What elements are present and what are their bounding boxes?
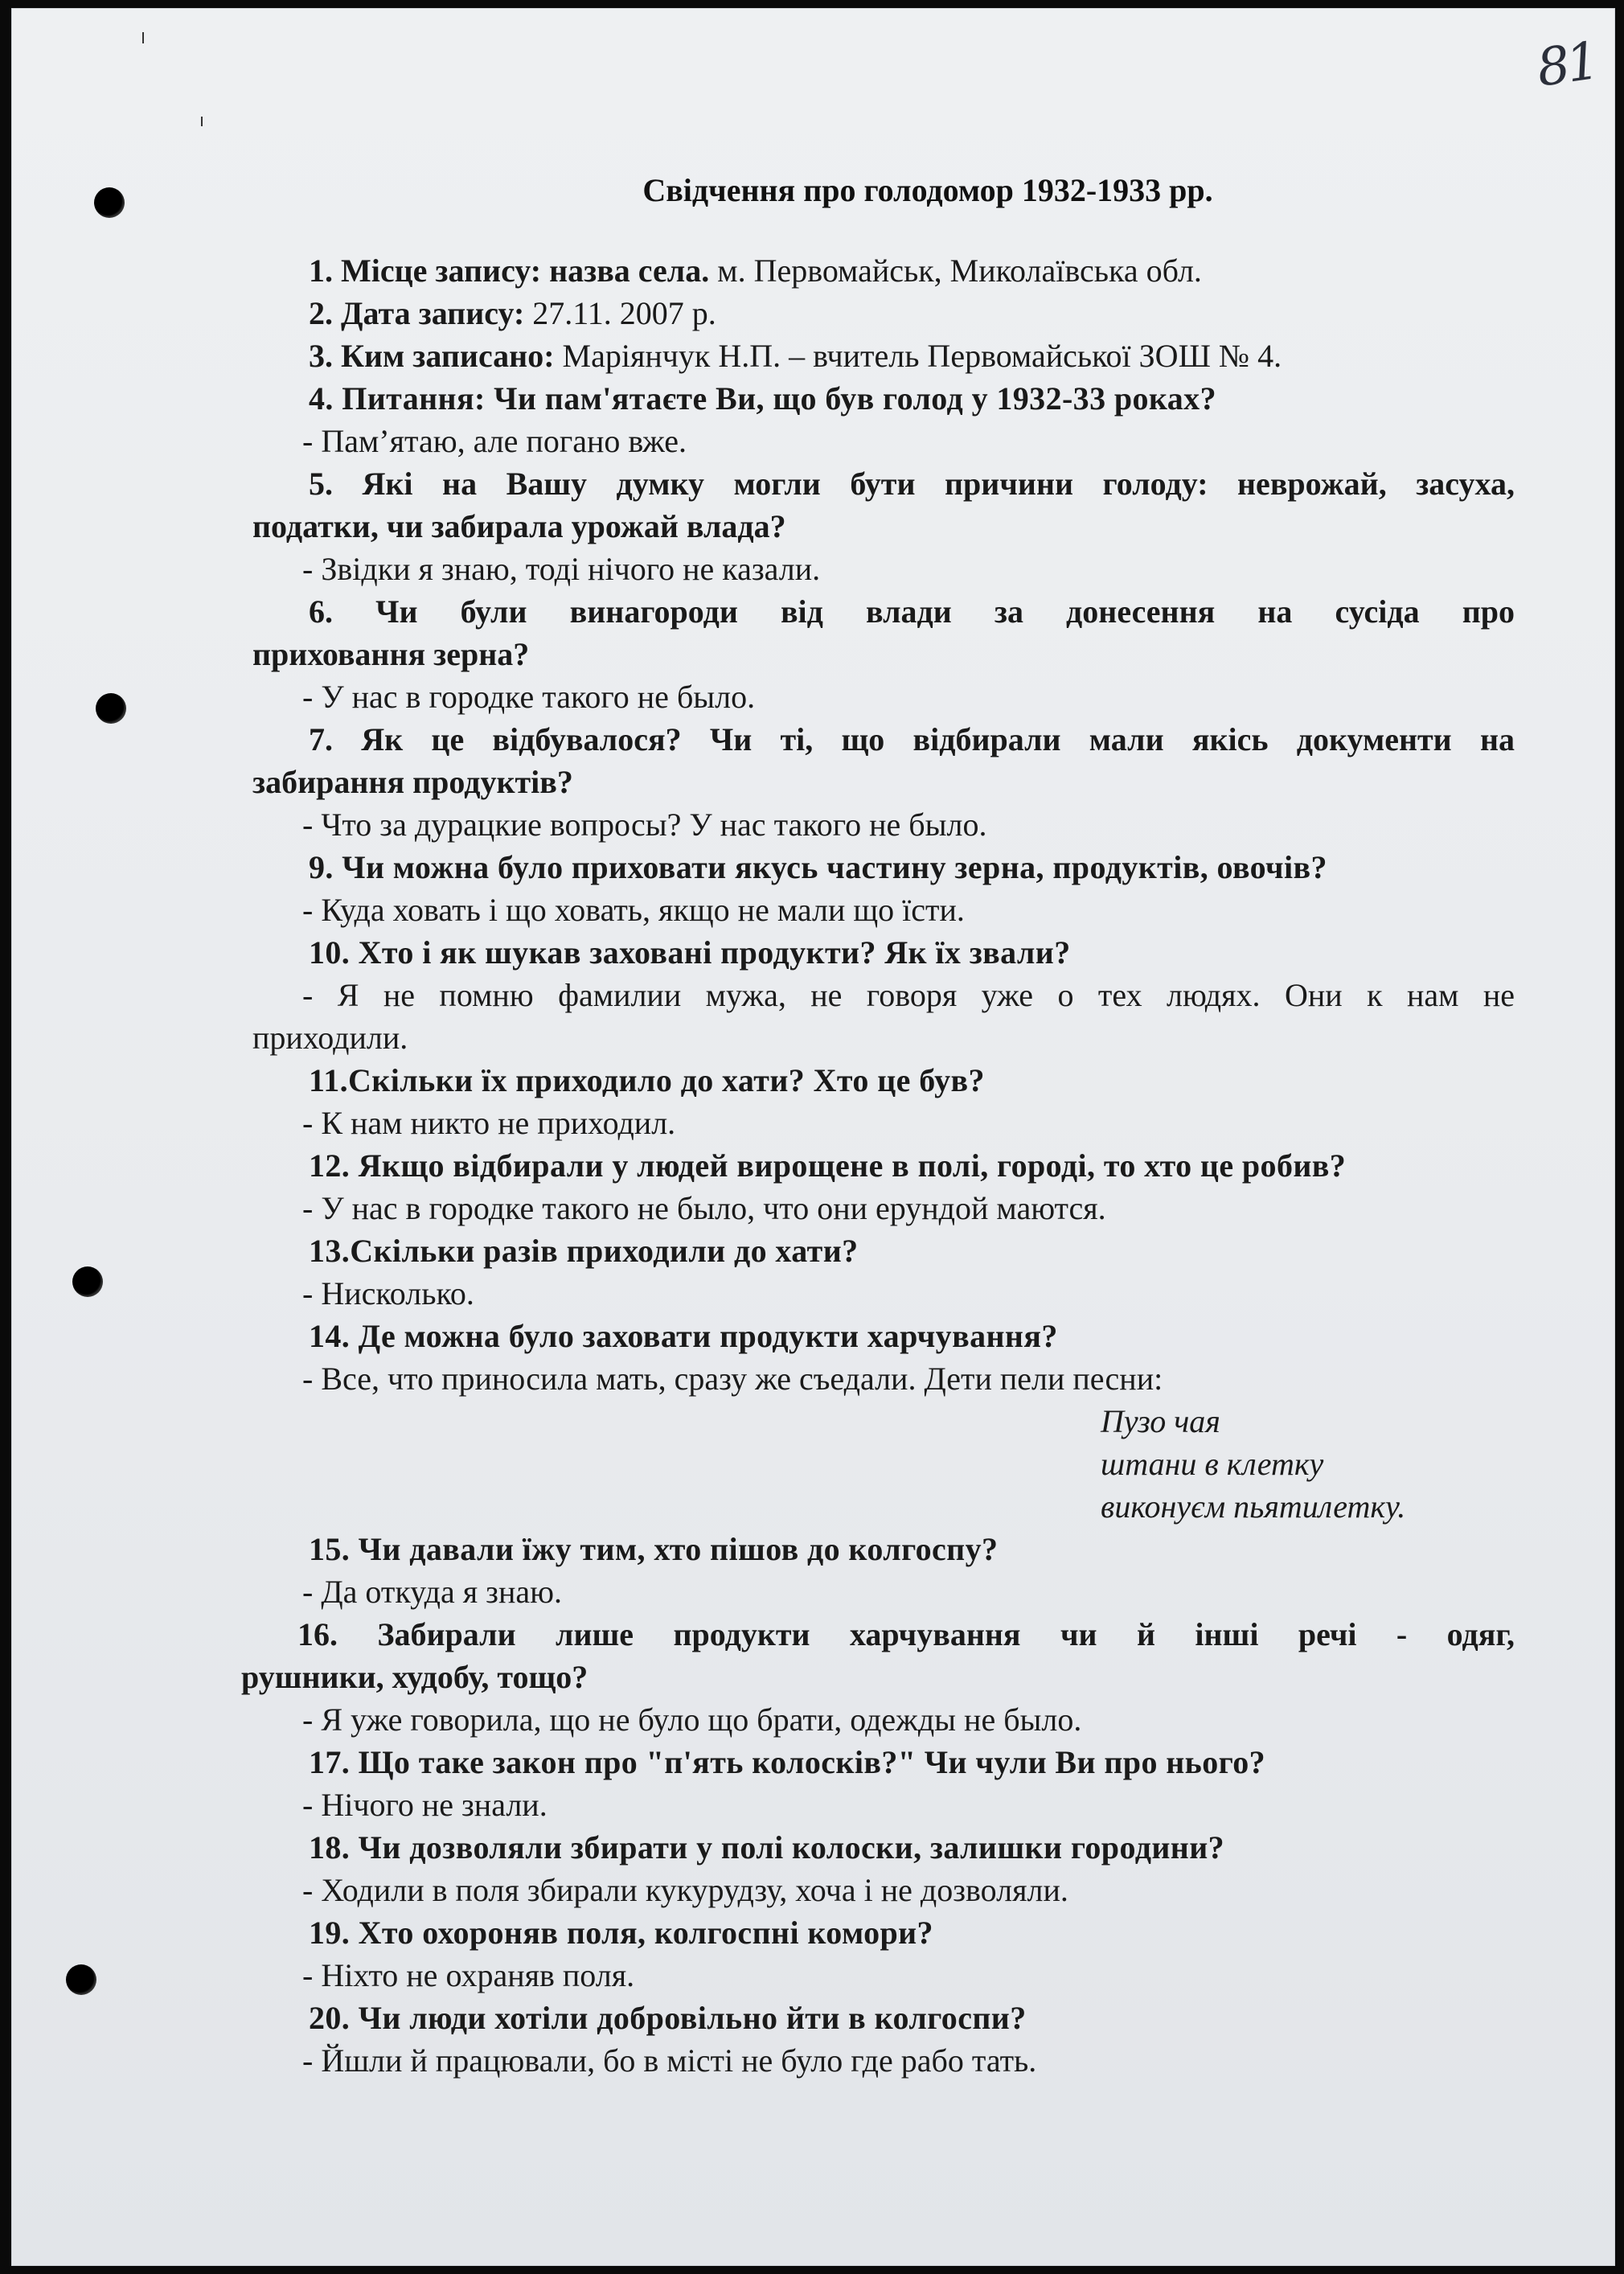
document-title: Свідчення про голодомор 1932-1933 рр.: [642, 172, 1213, 208]
record-item: [252, 249, 1515, 292]
question: 19. Хто охороняв поля, колгоспні комори?: [309, 1915, 933, 1951]
question: 12. Якщо відбирали у людей вирощене в полі, городі, то хто це робив?: [309, 1147, 1347, 1184]
answer: - Йшли й працювали, бо в місті не було где рабо тать.: [302, 2042, 1037, 2079]
item-label: 2. Дата запису:: [309, 295, 525, 331]
answer: - Пам’ятаю, але погано вже.: [302, 423, 687, 459]
answer: - Нисколько.: [302, 1275, 474, 1311]
answer: - Что за дурацкие вопросы? У нас такого не было.: [302, 807, 987, 843]
children-rhyme: [252, 1400, 1515, 1528]
question: 13.Скільки разів приходили до хати?: [309, 1233, 859, 1269]
punch-hole: [66, 1964, 96, 1995]
answer: - Ходили в поля збирали кукурудзу, хоча і не дозволяли.: [302, 1872, 1068, 1908]
record-item: [252, 335, 1515, 377]
question: 20. Чи люди хотіли добровільно йти в колгоспи?: [309, 2000, 1027, 2036]
document-page: [11, 8, 1615, 2266]
answer: - К нам никто не приходил.: [302, 1105, 676, 1141]
answer: - Я уже говорила, що не було що брати, одежды не было.: [302, 1701, 1082, 1738]
handwritten-page-number: 81: [1533, 31, 1601, 99]
question: 4. Питання: Чи пам'ятаєте Ви, що був голод у 1932-33 роках?: [309, 380, 1216, 417]
answer: - У нас в городке такого не было.: [302, 679, 756, 715]
item-value: 27.11. 2007 р.: [524, 295, 716, 331]
question: 11.Скільки їх приходило до хати? Хто це був?: [309, 1062, 985, 1098]
answer: - Ніхто не охраняв поля.: [302, 1957, 635, 1993]
question: 17. Що таке закон про "п'ять колосків?" Чи чули Ви про нього?: [309, 1744, 1266, 1780]
answer: - Куда ховать і що ховать, якщо не мали що їсти.: [302, 892, 965, 928]
question: 15. Чи давали їжу тим, хто пішов до колгоспу?: [309, 1531, 999, 1567]
answer: - У нас в городке такого не было, что они ерундой маются.: [302, 1190, 1106, 1226]
item-label: 3. Ким записано:: [309, 338, 555, 374]
testimony-body: [241, 249, 1515, 2082]
paper-mark: [201, 117, 203, 126]
record-item: [252, 292, 1515, 335]
answer: - Все, что приносила мать, сразу же съедали. Дети пели песни:: [302, 1361, 1163, 1397]
rhyme-line: виконуєм пьятилетку.: [1101, 1488, 1406, 1525]
item-value: м. Первомайськ, Миколаївська обл.: [709, 252, 1202, 289]
punch-hole: [72, 1266, 103, 1297]
answer: - Да откуда я знаю.: [302, 1574, 563, 1610]
question: 5. Які на Вашу думку могли бути причини голоду: неврожай, засуха, податки, чи забирала урожай влада?: [252, 466, 1515, 544]
answer: - Звідки я знаю, тоді нічого не казали.: [302, 551, 821, 587]
question: 18. Чи дозволяли збирати у полі колоски, залишки городини?: [309, 1829, 1225, 1866]
answer: - Я не помню фамилии мужа, не говоря уже о тех людях. Они к нам не приходили.: [252, 977, 1515, 1056]
item-value: Маріянчук Н.П. – вчитель Первомайської ЗОШ № 4.: [554, 338, 1282, 374]
question: 6. Чи були винагороди від влади за донесення на сусіда про приховання зерна?: [252, 593, 1515, 672]
question: 14. Де можна було заховати продукти харчування?: [309, 1318, 1058, 1354]
question: 7. Як це відбувалося? Чи ті, що відбирали мали якісь документи на забирання продуктів?: [252, 721, 1515, 800]
answer: - Нічого не знали.: [302, 1787, 547, 1823]
punch-hole: [96, 693, 126, 724]
question: 9. Чи можна було приховати якусь частину зерна, продуктів, овочів?: [309, 849, 1327, 885]
question: 10. Хто і як шукав заховані продукти? Як їх звали?: [309, 934, 1071, 971]
rhyme-line: Пузо чая: [1101, 1403, 1220, 1439]
question: 16. Забирали лише продукти харчування чи й інші речі - одяг, рушники, худобу, тощо?: [241, 1616, 1515, 1695]
paper-mark: [142, 32, 144, 43]
item-label: 1. Місце запису: назва села.: [309, 252, 710, 289]
rhyme-line: штани в клетку: [1101, 1446, 1324, 1482]
